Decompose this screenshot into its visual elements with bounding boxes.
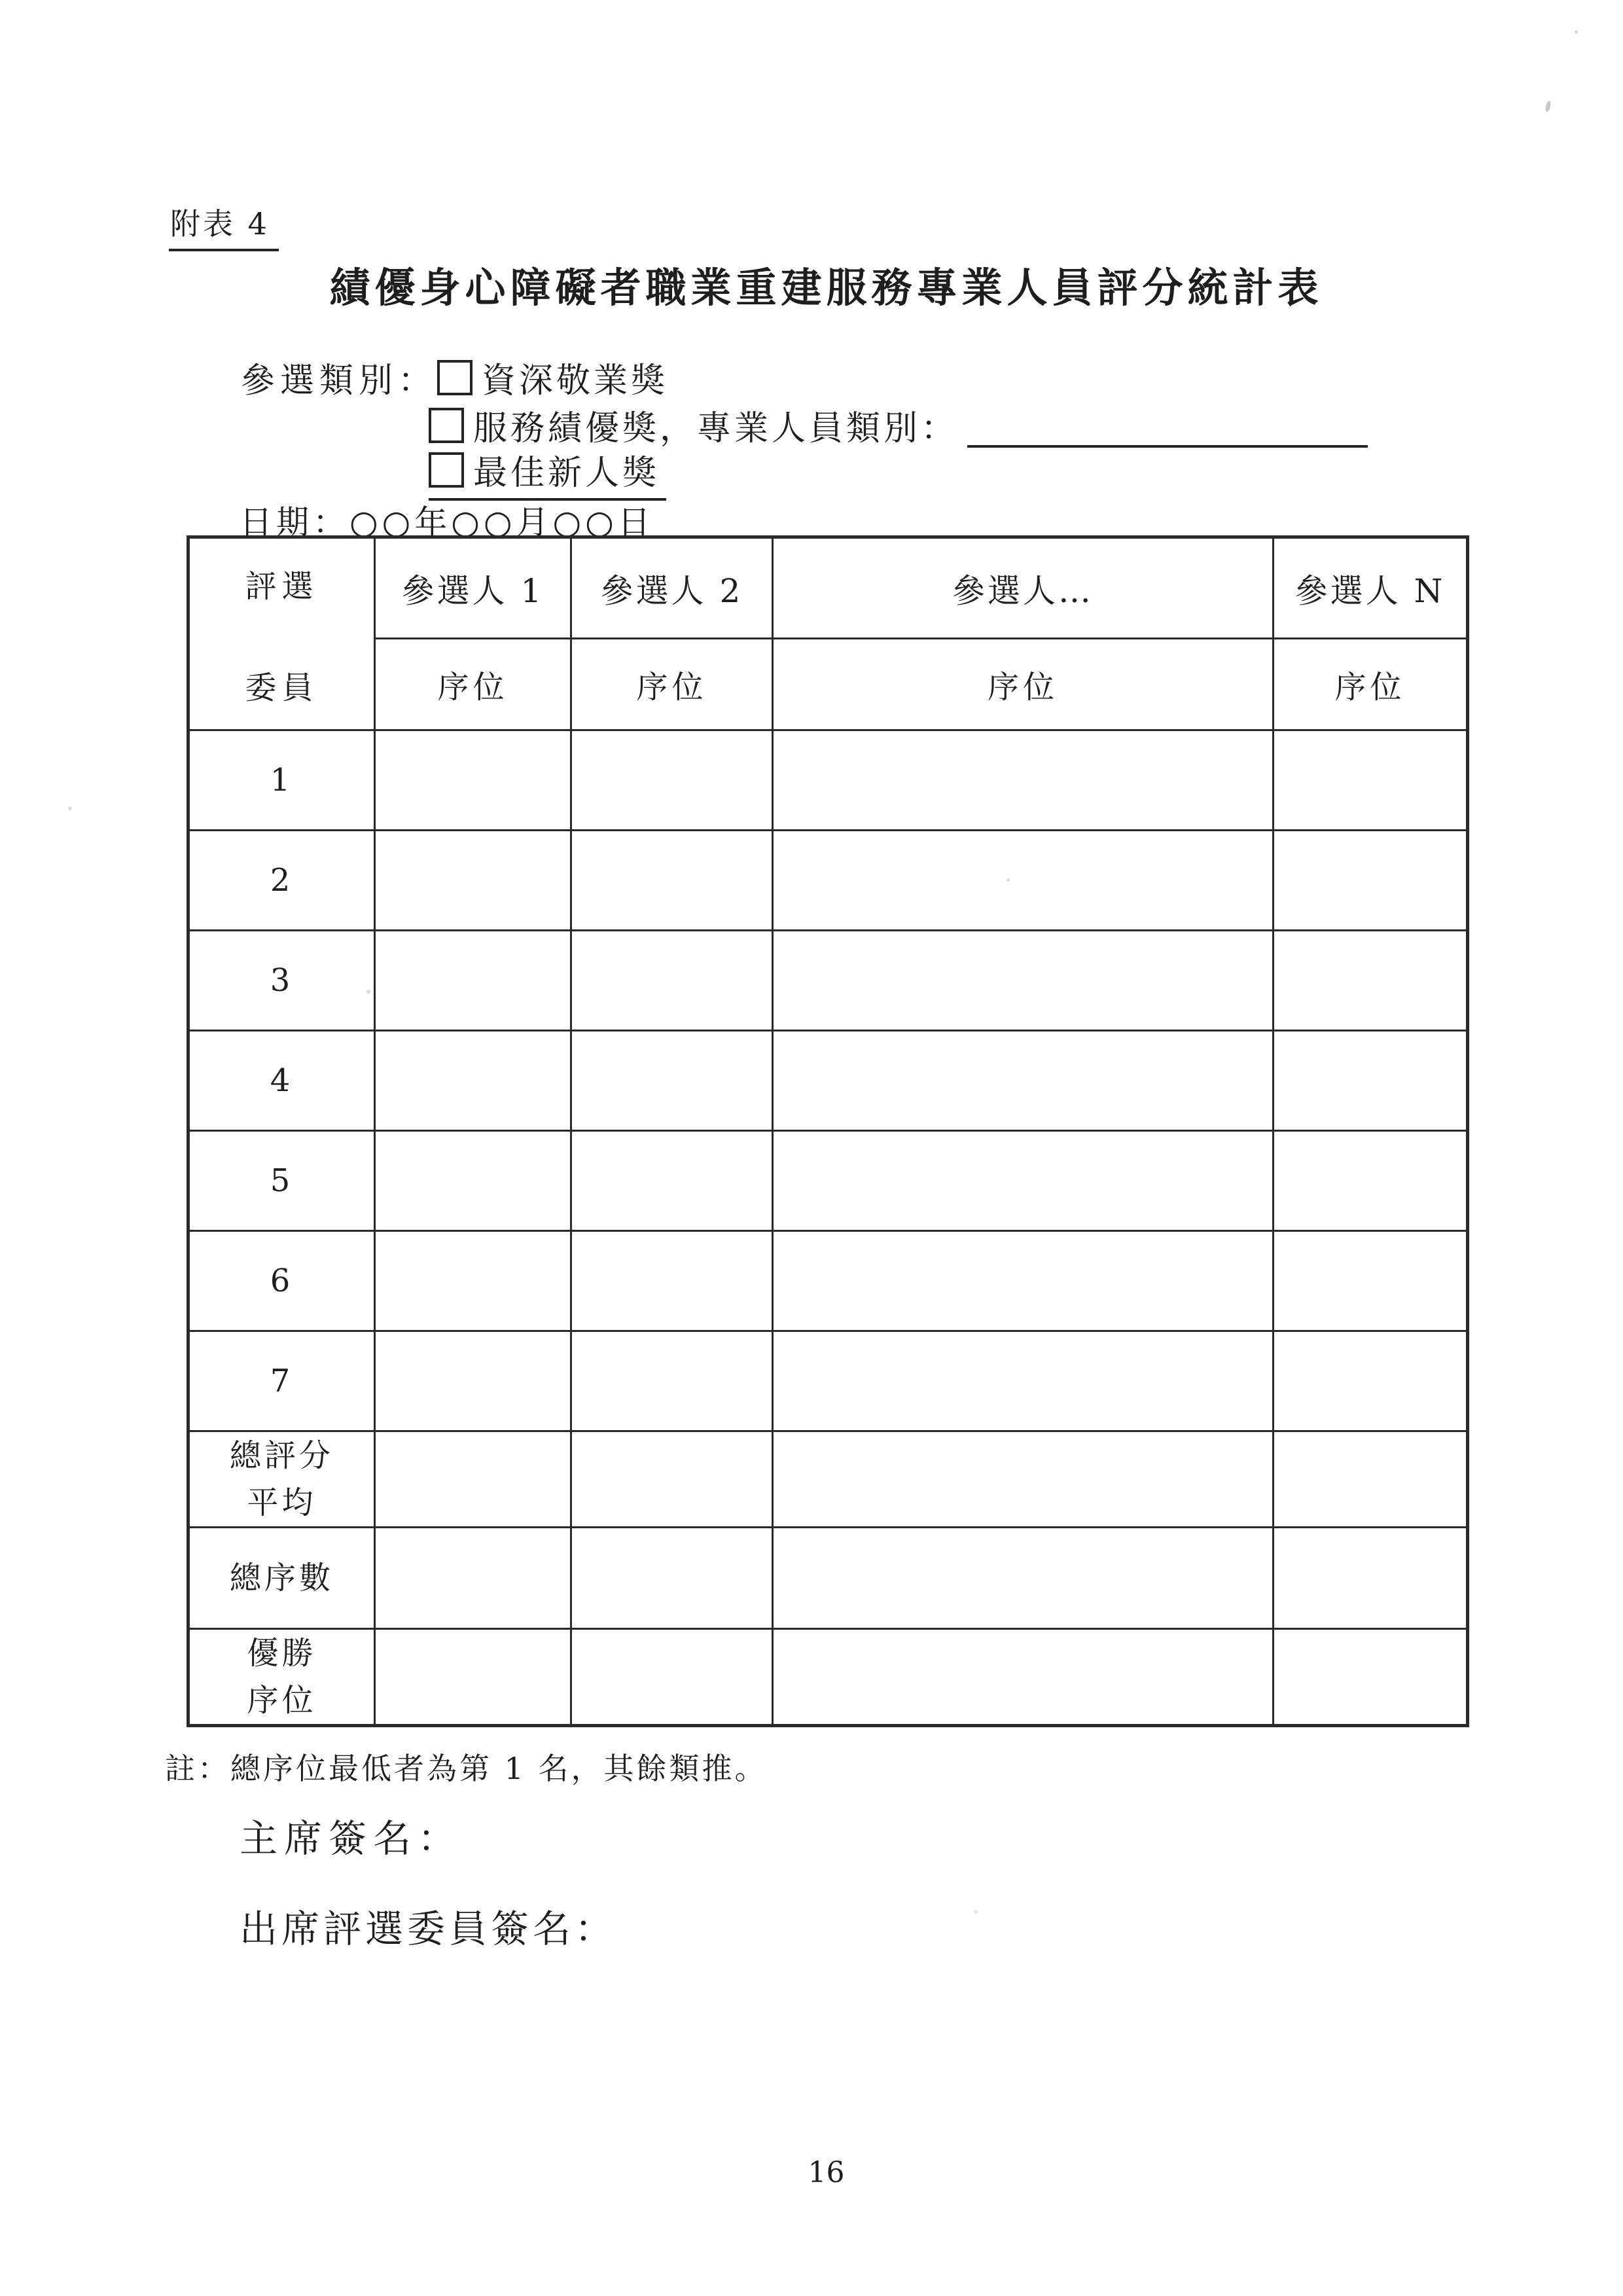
row-label: 1	[188, 730, 375, 831]
rank-cell[interactable]	[571, 931, 773, 1031]
rank-cell[interactable]	[773, 931, 1274, 1031]
rank-cell[interactable]	[1274, 1231, 1468, 1331]
rank-cell[interactable]	[1274, 730, 1468, 831]
header-row-1	[188, 537, 1468, 639]
table-row-member-7	[188, 1331, 1468, 1431]
rank-cell[interactable]	[375, 1528, 571, 1629]
row-label: 優勝 序位	[188, 1629, 375, 1726]
category-line-1	[241, 353, 1368, 401]
checkbox-service-award[interactable]	[429, 408, 464, 443]
rank-cell[interactable]	[1274, 931, 1468, 1031]
checkbox-senior-award[interactable]	[437, 360, 473, 395]
row-label: 總評分 平均	[188, 1431, 375, 1528]
option-newcomer-award-label: 最佳新人獎	[473, 454, 660, 493]
date-label: 日期：○○年○○月○○日	[240, 503, 654, 541]
subheader-rank-ellipsis: 序位	[773, 639, 1274, 730]
subheader-rank-2: 序位	[571, 639, 773, 730]
table-row-average-score	[188, 1431, 1468, 1528]
row-label: 總序數	[188, 1528, 375, 1629]
rank-cell[interactable]	[1274, 1629, 1468, 1726]
scan-artifact	[1575, 30, 1578, 34]
rank-cell[interactable]	[1274, 831, 1468, 931]
table-row-member-5	[188, 1131, 1468, 1231]
column-header-candidate-n: 參選人 N	[1274, 537, 1468, 639]
rank-cell[interactable]	[571, 1131, 773, 1231]
rank-cell[interactable]	[375, 1131, 571, 1231]
table-row-member-3	[188, 931, 1468, 1031]
corner-header	[188, 537, 375, 730]
rank-cell[interactable]	[375, 730, 571, 831]
column-header-candidate-ellipsis: 參選人…	[773, 537, 1274, 639]
rank-cell[interactable]	[1274, 1528, 1468, 1629]
table-row-total-rank	[188, 1528, 1468, 1629]
rank-cell[interactable]	[773, 1131, 1274, 1231]
newcomer-award-group	[429, 445, 666, 501]
rank-cell[interactable]	[375, 1629, 571, 1726]
table-row-winning-rank	[188, 1629, 1468, 1726]
row-label: 5	[188, 1131, 375, 1231]
scan-artifact	[1544, 100, 1552, 112]
committee-signature-label: 出席評選委員簽名：	[240, 1907, 617, 1951]
checkbox-newcomer-award[interactable]	[429, 452, 464, 488]
page-title: 績優身心障礙者職業重建服務專業人員評分統計表	[329, 264, 1323, 312]
corner-header-line1: 評選	[245, 567, 319, 605]
row-label: 7	[188, 1331, 375, 1431]
rank-cell[interactable]	[773, 1031, 1274, 1131]
column-header-candidate-1: 參選人 1	[375, 537, 571, 639]
table-row-member-6	[188, 1231, 1468, 1331]
score-table	[187, 535, 1469, 1727]
rank-cell[interactable]	[773, 831, 1274, 931]
rank-cell[interactable]	[773, 1629, 1274, 1726]
subheader-rank-1: 序位	[375, 639, 571, 730]
option-service-award-label: 服務績優獎，專業人員類別：	[473, 409, 959, 448]
rank-cell[interactable]	[375, 1231, 571, 1331]
rank-cell[interactable]	[571, 831, 773, 931]
header-row-2	[188, 639, 1468, 730]
rank-cell[interactable]	[773, 1528, 1274, 1629]
column-header-candidate-2: 參選人 2	[571, 537, 773, 639]
rank-cell[interactable]	[375, 1331, 571, 1431]
scan-artifact	[974, 1910, 978, 1914]
rank-cell[interactable]	[375, 1031, 571, 1131]
rank-cell[interactable]	[773, 1431, 1274, 1528]
professional-category-blank[interactable]	[967, 419, 1368, 448]
rank-cell[interactable]	[571, 1331, 773, 1431]
note: 註：總序位最低者為第 1 名，其餘類推。	[165, 1751, 768, 1786]
rank-cell[interactable]	[1274, 1331, 1468, 1431]
rank-cell[interactable]	[1274, 1431, 1468, 1528]
category-label: 參選類別：	[241, 361, 438, 401]
rank-cell[interactable]	[1274, 1031, 1468, 1131]
table-row-member-1	[188, 730, 1468, 831]
rank-cell[interactable]	[1274, 1131, 1468, 1231]
scan-artifact	[68, 806, 72, 810]
table-row-member-2	[188, 831, 1468, 931]
appendix-label: 附表 4	[169, 200, 279, 251]
page-number: 16	[808, 2156, 845, 2189]
rank-cell[interactable]	[375, 831, 571, 931]
rank-cell[interactable]	[571, 1528, 773, 1629]
chair-signature-label: 主席簽名：	[240, 1816, 463, 1861]
scan-artifact	[1007, 878, 1010, 882]
option-senior-award-label: 資深敬業獎	[482, 361, 669, 401]
row-label: 6	[188, 1231, 375, 1331]
category-line-2	[241, 401, 1368, 449]
rank-cell[interactable]	[571, 1431, 773, 1528]
rank-cell[interactable]	[571, 1629, 773, 1726]
rank-cell[interactable]	[375, 931, 571, 1031]
category-section	[241, 353, 1368, 497]
subheader-rank-n: 序位	[1274, 639, 1468, 730]
rank-cell[interactable]	[571, 1031, 773, 1131]
rank-cell[interactable]	[773, 1231, 1274, 1331]
corner-header-line2: 委員	[245, 669, 319, 706]
rank-cell[interactable]	[773, 1331, 1274, 1431]
rank-cell[interactable]	[773, 730, 1274, 831]
table-row-member-4	[188, 1031, 1468, 1131]
row-label: 3	[188, 931, 375, 1031]
rank-cell[interactable]	[375, 1431, 571, 1528]
scan-artifact	[366, 990, 370, 994]
category-line-3	[241, 449, 1368, 497]
row-label: 4	[188, 1031, 375, 1131]
row-label: 2	[188, 831, 375, 931]
rank-cell[interactable]	[571, 730, 773, 831]
rank-cell[interactable]	[571, 1231, 773, 1331]
